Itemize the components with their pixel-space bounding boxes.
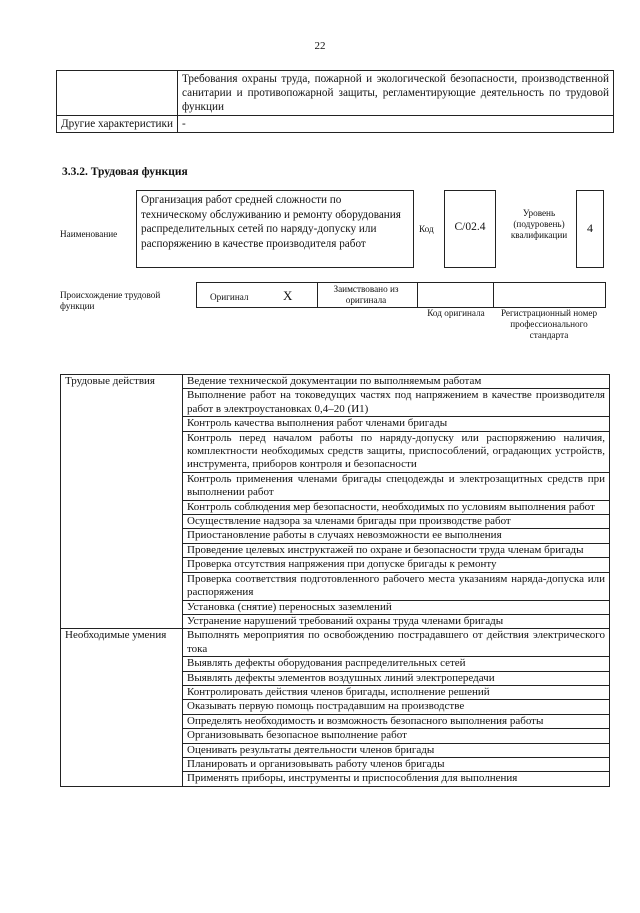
labor-action-item: Контроль применения членами бригады спецодежды и электрозащитных средств при выполнении работ	[183, 472, 610, 500]
skill-item: Оценивать результаты деятельности членов бригады	[183, 743, 610, 757]
section-title: 3.3.2. Трудовая функция	[62, 166, 188, 178]
level-label: Уровень (подуровень) квалификации	[510, 208, 568, 240]
skill-item: Определять необходимость и возможность безопасного выполнения работы	[183, 714, 610, 728]
skill-item: Выявлять дефекты элементов воздушных линий электропередачи	[183, 671, 610, 685]
labor-action-item: Установка (снятие) переносных заземлений	[183, 600, 610, 614]
skill-item: Применять приборы, инструменты и приспособления для выполнения	[183, 772, 610, 786]
other-label: Другие характеристики	[57, 116, 178, 133]
skill-item: Оказывать первую помощь пострадавшим на производстве	[183, 700, 610, 714]
registration-caption: Регистрационный номер профессионального стандарта	[500, 308, 598, 340]
page-number: 22	[314, 40, 326, 52]
labor-action-item: Контроль соблюдения мер безопасности, необходимых по условиям выполнения работ	[183, 500, 610, 514]
table-row	[61, 375, 610, 389]
code-label: Код	[419, 224, 434, 234]
labor-action-item: Проверка отсутствия напряжения при допуске бригады к ремонту	[183, 558, 610, 572]
labor-action-item: Проверка соответствия подготовленного рабочего места указаниям наряда-допуска или распоряжения	[183, 572, 610, 600]
skill-item: Планировать и организовывать работу членов бригады	[183, 757, 610, 771]
labor-action-item: Устранение нарушений требований охраны труда членами бригады	[183, 614, 610, 628]
top-table	[56, 70, 614, 133]
main-table	[60, 374, 610, 787]
borrowed-label: Заимствовано из оригинала	[333, 284, 399, 305]
skill-item: Выявлять дефекты оборудования распределительных сетей	[183, 657, 610, 671]
original-mark: X	[283, 288, 293, 303]
level-value: 4	[576, 190, 604, 268]
labor-action-item: Выполнение работ на токоведущих частях под напряжением в качестве производителя работ в электроустановках 0,4–20 (И1)	[183, 389, 610, 417]
origin-label: Происхождение трудовой функции	[60, 290, 161, 311]
code-original-caption: Код оригинала	[427, 308, 485, 318]
code-value: C/02.4	[444, 190, 496, 268]
skill-item: Организовывать безопасное выполнение работ	[183, 729, 610, 743]
labor-action-item: Ведение технической документации по выполняемым работам	[183, 375, 610, 389]
skill-item: Контролировать действия членов бригады, исполнение решений	[183, 685, 610, 699]
labor-action-label: Трудовые действия	[61, 375, 183, 629]
labor-action-item: Проведение целевых инструктажей по охране и безопасности труда членам бригады	[183, 543, 610, 557]
labor-action-item: Осуществление надзора за членами бригады при производстве работ	[183, 515, 610, 529]
labor-action-item: Контроль перед началом работы по наряду-допуску или распоряжению наличия, комплектности необходимых средств защиты, приспособлений, оградающих устройств, инструмента, приборов контроля и безопасности	[183, 431, 610, 472]
other-value: -	[178, 116, 614, 133]
labor-action-item: Приостановление работы в случаях невозможности ее выполнения	[183, 529, 610, 543]
original-label: Оригинал	[210, 292, 249, 302]
table-row	[61, 629, 610, 657]
skill-label: Необходимые умения	[61, 629, 183, 786]
requirements-text: Требования охраны труда, пожарной и экологической безопасности, производственной санитарии и противопожарной защиты, регламентирующие деятельность по трудовой функции	[178, 71, 614, 116]
labor-action-item: Контроль качества выполнения работ членами бригады	[183, 417, 610, 431]
skill-item: Выполнять мероприятия по освобождению пострадавшего от действия электрического тока	[183, 629, 610, 657]
empty-cell	[57, 71, 178, 116]
function-name: Организация работ средней сложности по техническому обслуживанию и ремонту оборудования распределительных сетей по наряду-допуску или распоряжению в качестве производителя работ	[136, 190, 414, 268]
name-label: Наименование	[60, 229, 118, 239]
